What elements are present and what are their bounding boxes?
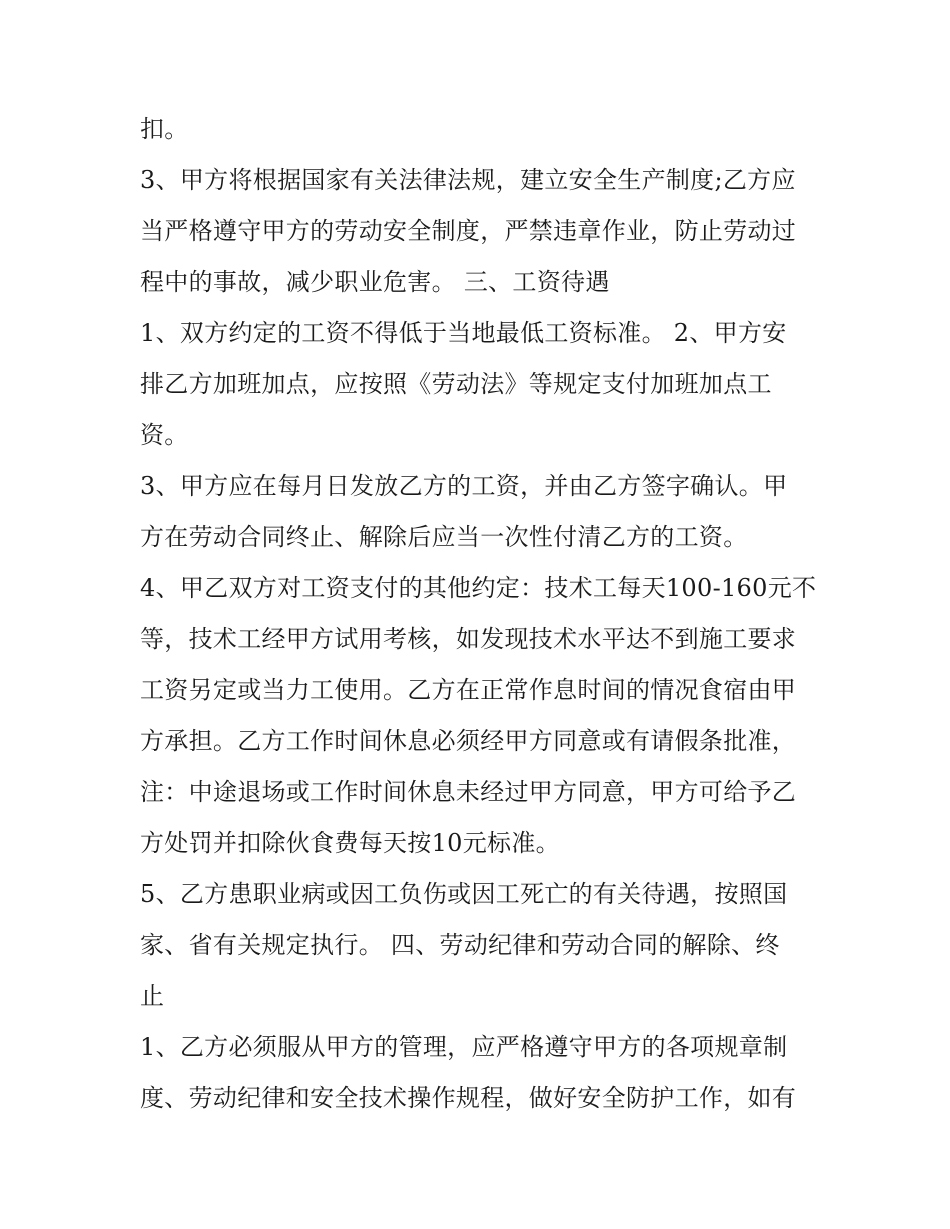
text-line: 1、双方约定的工资不得低于当地最低工资标准。 2、甲方安 bbox=[140, 319, 787, 347]
text-line: 1、乙方必须服从甲方的管理，应严格遵守甲方的各项规章制 bbox=[140, 1033, 788, 1061]
text-line: 注：中途退场或工作时间休息未经过甲方同意，甲方可给予乙 bbox=[140, 778, 797, 806]
text-line: 资。 bbox=[140, 421, 189, 449]
text-line: 方承担。乙方工作时间休息必须经甲方同意或有请假条批准， bbox=[140, 727, 797, 755]
text-line: 度、劳动纪律和安全技术操作规程，做好安全防护工作，如有 bbox=[140, 1084, 797, 1112]
text-line: 当严格遵守甲方的劳动安全制度，严禁违章作业，防止劳动过 bbox=[140, 217, 797, 245]
text-line: 3、甲方应在每月日发放乙方的工资，并由乙方签字确认。甲 bbox=[140, 472, 788, 500]
text-line: 工资另定或当力工使用。乙方在正常作息时间的情况食宿由甲 bbox=[140, 676, 797, 704]
text-line: 排乙方加班加点，应按照《劳动法》等规定支付加班加点工 bbox=[140, 370, 772, 398]
text-line: 等，技术工经甲方试用考核，如发现技术水平达不到施工要求 bbox=[140, 625, 797, 653]
text-line: 程中的事故，减少职业危害。 三、工资待遇 bbox=[140, 268, 610, 296]
text-line: 5、乙方患职业病或因工负伤或因工死亡的有关待遇，按照国 bbox=[140, 880, 788, 908]
text-line: 3、甲方将根据国家有关法律法规，建立安全生产制度;乙方应 bbox=[140, 166, 796, 194]
text-line: 扣。 bbox=[140, 115, 189, 143]
document-body bbox=[140, 104, 830, 1124]
text-line: 4、甲乙双方对工资支付的其他约定：技术工每天100-160元不 bbox=[140, 574, 817, 602]
text-line: 方在劳动合同终止、解除后应当一次性付清乙方的工资。 bbox=[140, 523, 748, 551]
text-line: 方处罚并扣除伙食费每天按10元标准。 bbox=[140, 829, 560, 857]
text-line: 止 bbox=[140, 982, 165, 1010]
text-line: 家、省有关规定执行。 四、劳动纪律和劳动合同的解除、终 bbox=[140, 931, 780, 959]
